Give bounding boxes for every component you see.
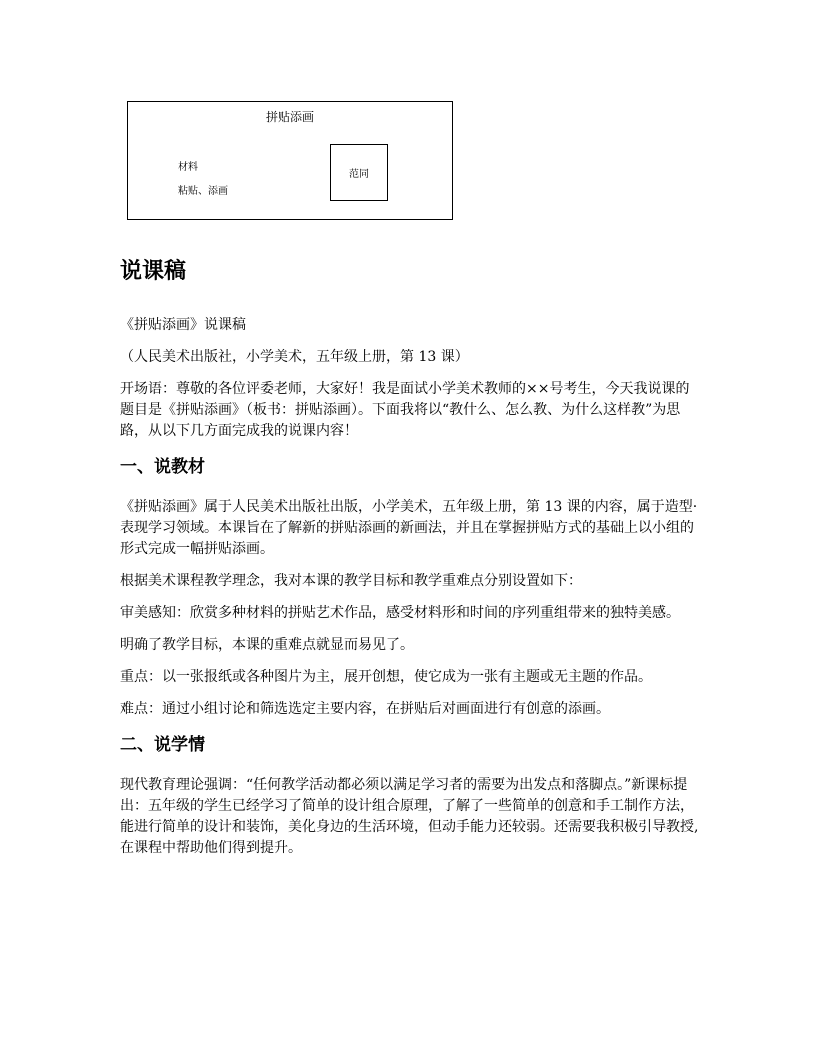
textbook-paragraph-2: 根据美术课程教学理念，我对本课的教学目标和教学重难点分别设置如下： [120, 573, 582, 589]
document-body [120, 253, 700, 870]
textbook-paragraph-4: 明确了教学目标，本课的重难点就显而易见了。 [120, 637, 414, 653]
board-materials-label: 材料 [178, 162, 198, 173]
section-heading-textbook: 一、说教材 [120, 457, 205, 477]
page-title: 说课稿 [120, 259, 187, 284]
blackboard-design-figure [127, 101, 453, 220]
textbook-paragraph-5: 重点：以一张报纸或各种图片为主，展开创想，使它成为一张有主题或无主题的作品。 [120, 669, 652, 685]
lesson-source: （人民美术出版社，小学美术，五年级上册，第 13 课） [120, 349, 469, 365]
board-example-box [330, 144, 388, 201]
board-method-label: 粘贴、添画 [178, 186, 228, 197]
lesson-title: 《拼贴添画》说课稿 [120, 317, 246, 333]
section-heading-students: 二、说学情 [120, 735, 205, 755]
textbook-paragraph-6: 难点：通过小组讨论和筛选选定主要内容，在拼贴后对画面进行有创意的添画。 [120, 701, 610, 717]
students-paragraph-1: 现代教育理论强调：“任何教学活动都必须以满足学习者的需要为出发点和落脚点。”新课标提出：五年级的学生已经学习了简单的设计组合原理，了解了一些简单的创意和手工制作方法，能进行简单的设计和装饰，美化身边的生活环境，但动手能力还较弱。还需要我积极引导教授, 在课程中帮助他们得到提升。 [120, 777, 699, 856]
board-title: 拼贴添画 [265, 110, 314, 124]
board-example-label: 范同 [349, 169, 369, 180]
textbook-paragraph-1: 《拼贴添画》属于人民美术出版社出版，小学美术，五年级上册，第 13 课的内容，属于造型·表现学习领域。本课旨在了解新的拼贴添画的新画法，并且在掌握拼贴方式的基础上以小组的形式完成一幅拼贴添画。 [120, 499, 698, 557]
textbook-paragraph-3: 审美感知：欣赏多种材料的拼贴艺术作品，感受材料形和时间的序列重组带来的独特美感。 [120, 605, 680, 621]
opening-paragraph: 开场语：尊敬的各位评委老师，大家好！我是面试小学美术教师的××号考生，今天我说课的题目是《拼贴添画》（板书：拼贴添画）。下面我将以“教什么、怎么教、为什么这样教”为思路，从以下几方面完成我的说课内容！ [120, 381, 690, 439]
